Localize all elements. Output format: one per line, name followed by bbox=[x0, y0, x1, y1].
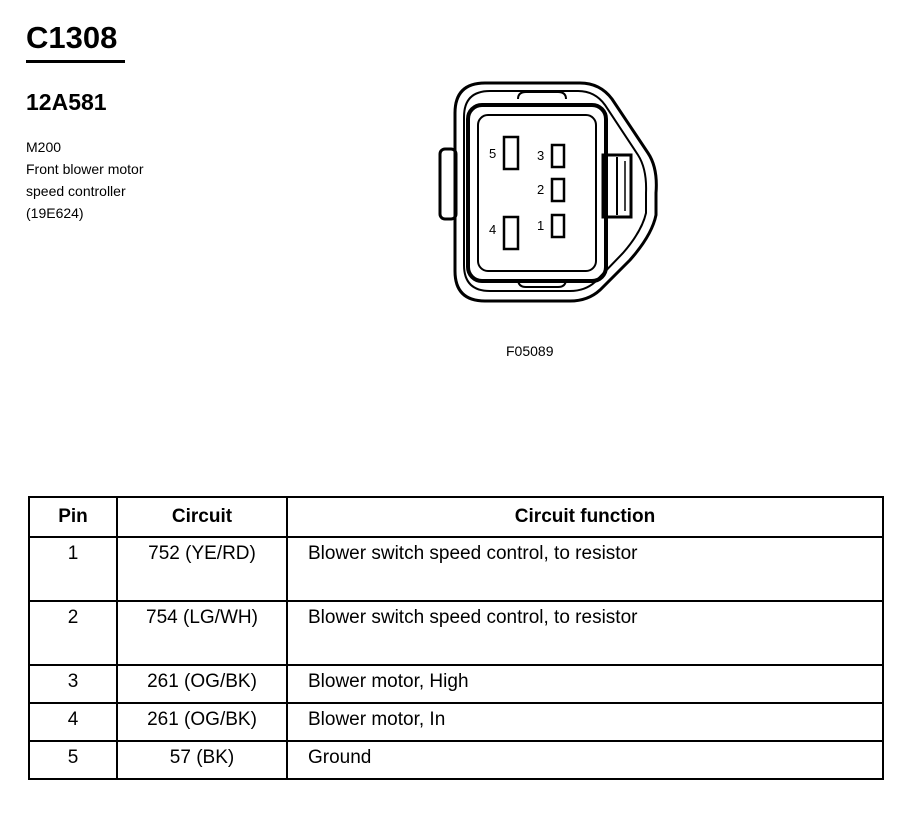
connector-description bbox=[26, 136, 143, 224]
function-cell: Ground bbox=[287, 741, 883, 779]
description-line: speed controller bbox=[26, 183, 126, 199]
circuit-cell: 752 (YE/RD) bbox=[117, 537, 287, 601]
connector-face-diagram bbox=[430, 75, 670, 315]
pin-label-1: 1 bbox=[537, 218, 545, 233]
function-cell: Blower switch speed control, to resistor bbox=[287, 601, 883, 665]
pinout-table bbox=[28, 496, 884, 780]
function-cell: Blower motor, In bbox=[287, 703, 883, 741]
table-row bbox=[29, 665, 883, 703]
terminal-3 bbox=[552, 145, 564, 167]
terminal-2 bbox=[552, 179, 564, 201]
description-line: M200 bbox=[26, 139, 62, 155]
connector-id: C1308 bbox=[26, 20, 118, 55]
pin-label-2: 2 bbox=[537, 182, 545, 197]
pin-cell: 4 bbox=[29, 703, 117, 741]
figure-code: F05089 bbox=[506, 343, 554, 359]
description-line: Front blower motor bbox=[26, 161, 144, 177]
pin-cell: 1 bbox=[29, 537, 117, 601]
function-cell: Blower switch speed control, to resistor bbox=[287, 537, 883, 601]
pin-label-4: 4 bbox=[489, 222, 497, 237]
connector-housing-inner-outline bbox=[464, 91, 646, 291]
function-cell: Blower motor, High bbox=[287, 665, 883, 703]
table-row bbox=[29, 601, 883, 665]
column-header-function: Circuit function bbox=[287, 497, 883, 537]
terminal-5 bbox=[504, 137, 518, 169]
pin-label-5: 5 bbox=[489, 146, 497, 161]
part-number: 12A581 bbox=[26, 89, 107, 115]
circuit-cell: 754 (LG/WH) bbox=[117, 601, 287, 665]
circuit-cell: 261 (OG/BK) bbox=[117, 703, 287, 741]
table-row bbox=[29, 703, 883, 741]
circuit-cell: 57 (BK) bbox=[117, 741, 287, 779]
connector-id-underline bbox=[26, 60, 125, 63]
table-header-row bbox=[29, 497, 883, 537]
column-header-circuit: Circuit bbox=[117, 497, 287, 537]
terminal-4 bbox=[504, 217, 518, 249]
table-row bbox=[29, 741, 883, 779]
pin-label-3: 3 bbox=[537, 148, 545, 163]
pin-cell: 3 bbox=[29, 665, 117, 703]
column-header-pin: Pin bbox=[29, 497, 117, 537]
description-line: (19E624) bbox=[26, 205, 84, 221]
pin-cell: 5 bbox=[29, 741, 117, 779]
pin-cell: 2 bbox=[29, 601, 117, 665]
table-row bbox=[29, 537, 883, 601]
terminal-1 bbox=[552, 215, 564, 237]
circuit-cell: 261 (OG/BK) bbox=[117, 665, 287, 703]
top-key bbox=[518, 92, 566, 99]
